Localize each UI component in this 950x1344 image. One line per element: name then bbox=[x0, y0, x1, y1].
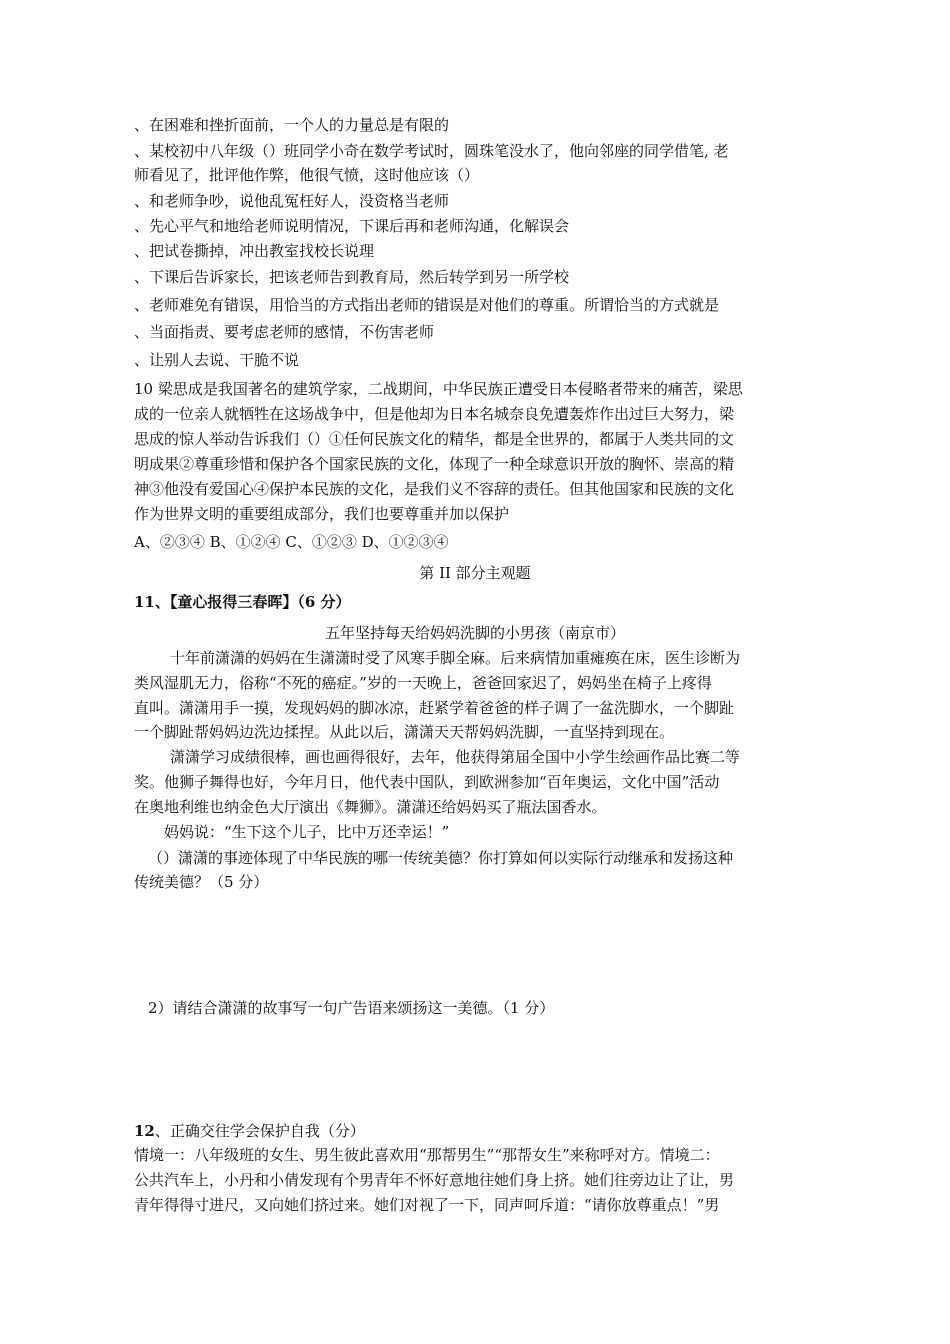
q10-line: 10 梁思成是我国著名的建筑学家，二战期间，中华民族正遭受日本侵略者带来的痛苦，梁思 bbox=[134, 380, 743, 398]
part2-title: 第 II 部分主观题 bbox=[419, 564, 531, 582]
q11-story-title: 五年坚持每天给妈妈洗脚的小男孩（南京市） bbox=[324, 624, 625, 642]
q10-line: 作为世界文明的重要组成部分，我们也要尊重并加以保护 bbox=[134, 505, 510, 523]
q11-para2-line: 在奥地利维也纳金色大厅演出《舞狮》。潇潇还给妈妈买了瓶法国香水。 bbox=[134, 798, 607, 816]
q9-option-a: 、和老师争吵，说他乱冤枉好人，没资格当老师 bbox=[134, 192, 450, 210]
q11-para3: 妈妈说：“生下这个儿子，比中万还幸运！” bbox=[164, 823, 450, 841]
q12-heading: 12、正确交往学会保护自我（分） bbox=[134, 1122, 365, 1140]
next-question-option1: 、当面指责、要考虑老师的感情，不伤害老师 bbox=[134, 323, 435, 341]
q11-sub1-line: 传统美德？（5 分） bbox=[134, 873, 269, 891]
q12-line: 情境一：八年级班的女生、男生彼此喜欢用“那帮男生”“那帮女生”来称呼对方。情境二： bbox=[134, 1146, 720, 1164]
q11-para2-line: 奖。他狮子舞得也好，今年月日，他代表中国队，到欧洲参加“百年奥运，文化中国”活动 bbox=[134, 773, 720, 791]
q10-line: 神③他没有爱国心④保护本民族的文化，是我们义不容辞的责任。但其他国家和民族的文化 bbox=[134, 480, 735, 498]
q12-line: 青年得得寸进尺，又向她们挤过来。她们对视了一下，同声呵斥道：“请你放尊重点！”男 bbox=[134, 1196, 720, 1214]
q11-para1-line: 一个脚趾帮妈妈边洗边揉捏。从此以后，潇潇天天帮妈妈洗脚，一直坚持到现在。 bbox=[134, 723, 675, 741]
q9-option-c: 、把试卷撕掉，冲出教室找校长说理 bbox=[134, 242, 375, 260]
q11-sub2: 2）请结合潇潇的故事写一句广告语来颂扬这一美德。（1 分） bbox=[148, 999, 555, 1017]
q11-heading: 11、【童心报得三春晖】（6 分） bbox=[134, 593, 351, 611]
q9-stem-line2: 师看见了，批评他作弊，他很气愤，这时他应该（） bbox=[134, 166, 480, 184]
q12-heading-text: 、正确交往学会保护自我（分） bbox=[154, 1122, 365, 1140]
next-question-stem: 、老师难免有错误，用恰当的方式指出老师的错误是对他们的尊重。所谓恰当的方式就是 bbox=[134, 296, 720, 314]
q11-para1-line: 类风湿肌无力，俗称“不死的癌症。”岁的一天晚上，爸爸回家迟了，妈妈坐在椅子上疼得 bbox=[134, 674, 712, 692]
q9-option-d: 、下课后告诉家长，把该老师告到教育局，然后转学到另一所学校 bbox=[134, 268, 570, 286]
q11-para2-line: 潇潇学习成绩很棒，画也画得很好，去年，他获得第届全国中小学生绘画作品比赛二等 bbox=[170, 748, 741, 766]
q9-stem-line1: 、某校初中八年级（）班同学小奇在数学考试时，圆珠笔没水了，他向邻座的同学借笔, 老 bbox=[134, 142, 729, 160]
q10-line: 成的一位亲人就牺牲在这场战争中，但是他却为日本名城奈良免遭轰炸作出过巨大努力，梁 bbox=[134, 405, 735, 423]
q10-options: A、②③④ B、①②④ C、①②③ D、①②③④ bbox=[134, 533, 449, 551]
q11-para1-line: 十年前潇潇的妈妈在生潇潇时受了风寒手脚全麻。后来病情加重瘫痪在床，医生诊断为 bbox=[170, 649, 741, 667]
q9-intro-tail: 、在困难和挫折面前，一个人的力量总是有限的 bbox=[134, 116, 450, 134]
q10-line: 明成果②尊重珍惜和保护各个国家民族的文化，体现了一种全球意识开放的胸怀、崇高的精 bbox=[134, 455, 735, 473]
q10-line: 思成的惊人举动告诉我们（）①任何民族文化的精华，都是全世界的，都属于人类共同的文 bbox=[134, 430, 735, 448]
next-question-option2: 、让别人去说、干脆不说 bbox=[134, 351, 300, 369]
q11-para1-line: 直叫。潇潇用手一摸，发现妈妈的脚冰凉，赶紧学着爸爸的样子调了一盆洗脚水，一个脚趾 bbox=[134, 699, 735, 717]
q12-line: 公共汽车上，小丹和小倩发现有个男青年不怀好意地往她们身上挤。她们往旁边让了让，男 bbox=[134, 1171, 735, 1189]
q9-option-b: 、先心平气和地给老师说明情况，下课后再和老师沟通，化解误会 bbox=[134, 217, 570, 235]
q11-sub1-line: （）潇潇的事迹体现了中华民族的哪一传统美德？你打算如何以实际行动继承和发扬这种 bbox=[148, 849, 734, 867]
